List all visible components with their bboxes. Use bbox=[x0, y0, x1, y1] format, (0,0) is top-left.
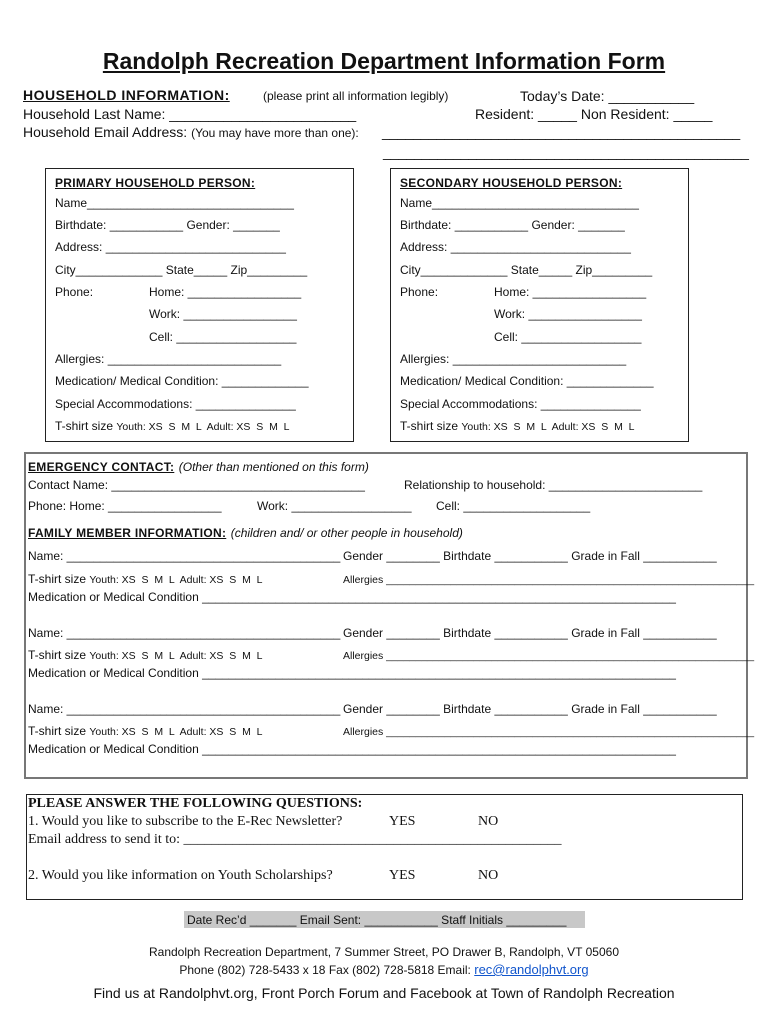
secondary-medication-field[interactable]: Medication/ Medical Condition: _____________ bbox=[400, 374, 654, 388]
household-note: (please print all information legibly) bbox=[263, 89, 449, 103]
primary-medication-field[interactable]: Medication/ Medical Condition: _____________ bbox=[55, 374, 309, 388]
family-member-1-name-field[interactable]: Name: _________________________________________ bbox=[28, 549, 341, 563]
question-1-no-option[interactable]: NO bbox=[478, 814, 499, 829]
secondary-cell-phone-field[interactable]: Cell: __________________ bbox=[494, 330, 642, 344]
household-email-field[interactable]: ______________________________________________ bbox=[382, 124, 741, 140]
question-1-yes-option[interactable]: YES bbox=[389, 814, 416, 829]
primary-allergies-field[interactable]: Allergies: __________________________ bbox=[55, 352, 282, 366]
page-title: Randolph Recreation Department Information Form bbox=[102, 48, 666, 74]
footer-contact: Phone (802) 728-5433 x 18 Fax (802) 728-5818 Email: rec@randolphvt.org bbox=[179, 962, 589, 977]
primary-name-field[interactable]: Name_______________________________ bbox=[55, 196, 294, 210]
family-member-1-allergies-field[interactable]: Allergies _______________________________________________________________ bbox=[343, 574, 755, 586]
secondary-allergies-field[interactable]: Allergies: __________________________ bbox=[400, 352, 627, 366]
question-2-yes-option[interactable]: YES bbox=[389, 868, 416, 883]
household-email-label: Household Email Address: (You may have more than one): bbox=[23, 124, 359, 140]
family-member-2-tshirt[interactable]: T-shirt size Youth: XS S M L Adult: XS S M L bbox=[28, 648, 263, 662]
secondary-phone-label: Phone: bbox=[400, 285, 439, 299]
family-heading-row: FAMILY MEMBER INFORMATION: (children and/ or other people in household) bbox=[28, 526, 463, 540]
todays-date-field[interactable]: Today’s Date: ___________ bbox=[520, 88, 695, 104]
questions-heading: PLEASE ANSWER THE FOLLOWING QUESTIONS: bbox=[28, 796, 363, 811]
primary-work-phone-field[interactable]: Work: _________________ bbox=[149, 307, 297, 321]
secondary-heading: SECONDARY HOUSEHOLD PERSON: bbox=[400, 176, 623, 190]
secondary-city-field[interactable]: City_____________ State_____ Zip_________ bbox=[400, 263, 653, 277]
emergency-relationship-field[interactable]: Relationship to household: _______________________ bbox=[404, 478, 703, 492]
family-member-3-details-field[interactable]: Gender ________ Birthdate ___________ Grade in Fall ___________ bbox=[343, 702, 717, 716]
emergency-heading-row: EMERGENCY CONTACT: (Other than mentioned on this form) bbox=[28, 460, 369, 474]
footer-email-link[interactable]: rec@randolphvt.org bbox=[474, 962, 589, 977]
family-member-2-name-field[interactable]: Name: _________________________________________ bbox=[28, 626, 341, 640]
family-member-3-name-field[interactable]: Name: _________________________________________ bbox=[28, 702, 341, 716]
family-member-2-allergies-field[interactable]: Allergies _______________________________________________________________ bbox=[343, 650, 755, 662]
emergency-contact-name-field[interactable]: Contact Name: ______________________________________ bbox=[28, 478, 365, 492]
resident-field[interactable]: Resident: _____ Non Resident: _____ bbox=[475, 106, 713, 122]
primary-phone-label: Phone: bbox=[55, 285, 94, 299]
secondary-tshirt[interactable]: T-shirt size Youth: XS S M L Adult: XS S M L bbox=[400, 419, 635, 433]
household-email-field-2[interactable]: _______________________________________________ bbox=[383, 144, 749, 160]
primary-cell-phone-field[interactable]: Cell: __________________ bbox=[149, 330, 297, 344]
emergency-cell-phone-field[interactable]: Cell: ___________________ bbox=[436, 499, 591, 513]
primary-special-field[interactable]: Special Accommodations: _______________ bbox=[55, 397, 296, 411]
primary-home-phone-field[interactable]: Home: _________________ bbox=[149, 285, 302, 299]
secondary-name-field[interactable]: Name_______________________________ bbox=[400, 196, 639, 210]
newsletter-email-field[interactable]: Email address to send it to: ______________________________________________________ bbox=[28, 832, 562, 847]
footer-address: Randolph Recreation Department, 7 Summer Street, PO Drawer B, Randolph, VT 05060 bbox=[148, 945, 619, 959]
secondary-birthdate-field[interactable]: Birthdate: ___________ Gender: _______ bbox=[400, 218, 625, 232]
secondary-special-field[interactable]: Special Accommodations: _______________ bbox=[400, 397, 641, 411]
office-use-fields: Date Rec’d _______ Email Sent: ___________ Staff Initials _________ bbox=[187, 913, 567, 927]
footer-find-us: Find us at Randolphvt.org, Front Porch Forum and Facebook at Town of Randolph Recreation bbox=[93, 985, 675, 1001]
emergency-home-phone-field[interactable]: Phone: Home: _________________ bbox=[28, 499, 222, 513]
family-member-1-details-field[interactable]: Gender ________ Birthdate ___________ Grade in Fall ___________ bbox=[343, 549, 717, 563]
family-member-3-tshirt[interactable]: T-shirt size Youth: XS S M L Adult: XS S M L bbox=[28, 724, 263, 738]
family-member-2-details-field[interactable]: Gender ________ Birthdate ___________ Grade in Fall ___________ bbox=[343, 626, 717, 640]
secondary-address-field[interactable]: Address: ___________________________ bbox=[400, 240, 631, 254]
primary-heading: PRIMARY HOUSEHOLD PERSON: bbox=[55, 176, 256, 190]
question-2-text: 2. Would you like information on Youth Scholarships? bbox=[28, 868, 333, 883]
family-member-1-tshirt[interactable]: T-shirt size Youth: XS S M L Adult: XS S M L bbox=[28, 572, 263, 586]
question-1-text: 1. Would you like to subscribe to the E-Rec Newsletter? bbox=[28, 814, 343, 829]
family-member-3-medication-field[interactable]: Medication or Medical Condition _______________________________________________________________________ bbox=[28, 742, 676, 756]
primary-birthdate-field[interactable]: Birthdate: ___________ Gender: _______ bbox=[55, 218, 280, 232]
family-member-3-allergies-field[interactable]: Allergies _______________________________________________________________ bbox=[343, 726, 755, 738]
household-last-name-field[interactable]: Household Last Name: ________________________ bbox=[23, 106, 357, 122]
primary-city-field[interactable]: City_____________ State_____ Zip_________ bbox=[55, 263, 308, 277]
secondary-work-phone-field[interactable]: Work: _________________ bbox=[494, 307, 642, 321]
primary-tshirt[interactable]: T-shirt size Youth: XS S M L Adult: XS S M L bbox=[55, 419, 290, 433]
question-2-no-option[interactable]: NO bbox=[478, 868, 499, 883]
household-heading: HOUSEHOLD INFORMATION: bbox=[23, 87, 230, 103]
primary-address-field[interactable]: Address: ___________________________ bbox=[55, 240, 286, 254]
family-member-1-medication-field[interactable]: Medication or Medical Condition _______________________________________________________________________ bbox=[28, 590, 676, 604]
family-member-2-medication-field[interactable]: Medication or Medical Condition _______________________________________________________________________ bbox=[28, 666, 676, 680]
emergency-work-phone-field[interactable]: Work: __________________ bbox=[257, 499, 412, 513]
secondary-home-phone-field[interactable]: Home: _________________ bbox=[494, 285, 647, 299]
